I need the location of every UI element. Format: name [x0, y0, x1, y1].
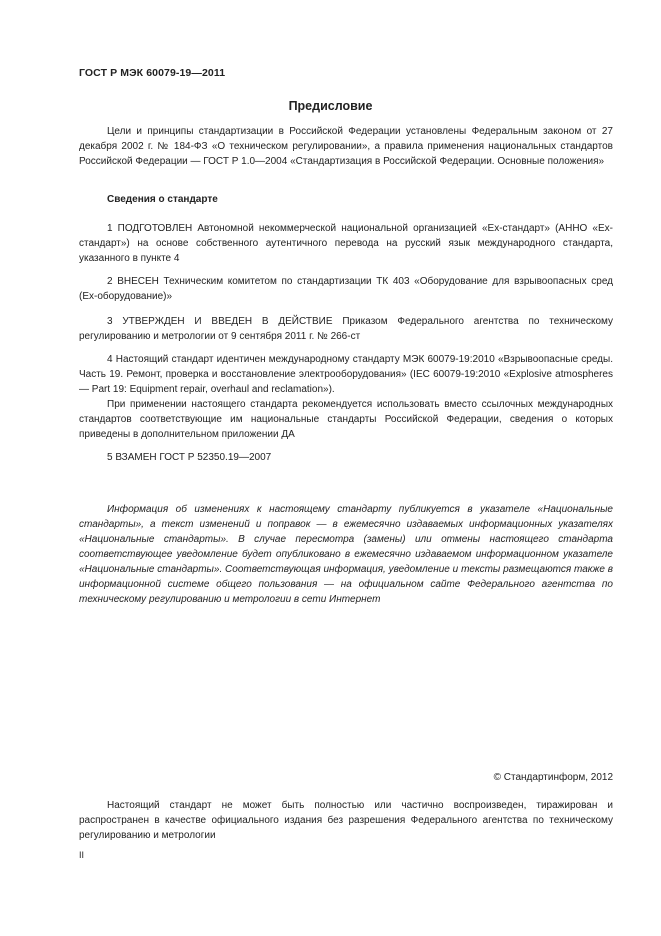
item-3-block [79, 314, 613, 344]
item-5-block [79, 450, 613, 465]
item-4-note-paragraph: При применении настоящего стандарта рекомендуется использовать вместо ссылочных международных стандартов соответствующие им национальные стандарты Российской Федерации, сведения о которых приведены в дополнительном приложении ДА [79, 399, 613, 440]
item-1-block [79, 221, 613, 266]
item-2-paragraph: 2 ВНЕСЕН Техническим комитетом по стандартизации ТК 403 «Оборудование для взрывоопасных сред (Ех-оборудование)» [79, 276, 613, 302]
item-4-block [79, 352, 613, 442]
item-1-paragraph: 1 ПОДГОТОВЛЕН Автономной некоммерческой национальной организацией «Ех-стандарт» (АННО «Ех-стандарт») на основе собственного аутентичного перевода на русский язык международного стандарта, указанного в пункте 4 [79, 223, 613, 264]
intro-paragraph: Цели и принципы стандартизации в Российской Федерации установлены Федеральным законом от 27 декабря 2002 г. № 184-ФЗ «О техническом регулировании», а правила применения национальных стандартов Российской Федерации — ГОСТ Р 1.0—2004 «Стандартизация в Российской Федерации. Основные положения» [79, 126, 613, 167]
item-2-block [79, 274, 613, 304]
footer-notice-block [79, 798, 613, 843]
section-heading: Сведения о стандарте [107, 194, 218, 205]
section-heading-block [79, 192, 613, 207]
info-notice-block [79, 502, 613, 607]
info-notice-paragraph: Информация об изменениях к настоящему стандарту публикуется в указателе «Национальные стандарты», а текст изменений и поправок — в ежемесячно издаваемых информационных указателях «Национальные стандарты». В случае пересмотра (замены) или отмены настоящего стандарта соответствующее уведомление будет опубликовано в ежемесячно издаваемом информационном указателе «Национальные стандарты». Соответствующая информация, уведомление и тексты размещаются также в информационной системе общего пользования — на официальном сайте Федерального агентства по техническому регулированию и метрологии в сети Интернет [79, 504, 613, 605]
item-5-paragraph: 5 ВЗАМЕН ГОСТ Р 52350.19—2007 [107, 452, 272, 463]
copyright-line: © Стандартинформ, 2012 [493, 772, 613, 783]
intro-block [79, 124, 613, 169]
item-3-paragraph: 3 УТВЕРЖДЕН И ВВЕДЕН В ДЕЙСТВИЕ Приказом Федерального агентства по техническому регулированию и метрологии от 9 сентября 2011 г. № 266-ст [79, 316, 613, 342]
item-4-paragraph: 4 Настоящий стандарт идентичен международному стандарту МЭК 60079-19:2010 «Взрывоопасные среды. Часть 19. Ремонт, проверка и восстановление электрооборудования» (IEC 60079-19:2010 «Explosive atmospheres — Part 19: Equipment repair, overhaul and reclamation»). [79, 354, 613, 395]
footer-notice-paragraph: Настоящий стандарт не может быть полностью или частично воспроизведен, тиражирован и распространен в качестве официального издания без разрешения Федерального агентства по техническому регулированию и метрологии [79, 800, 613, 841]
page-title: Предисловие [288, 99, 373, 113]
page-number: II [79, 850, 85, 860]
document-header: ГОСТ Р МЭК 60079-19—2011 [79, 67, 226, 79]
